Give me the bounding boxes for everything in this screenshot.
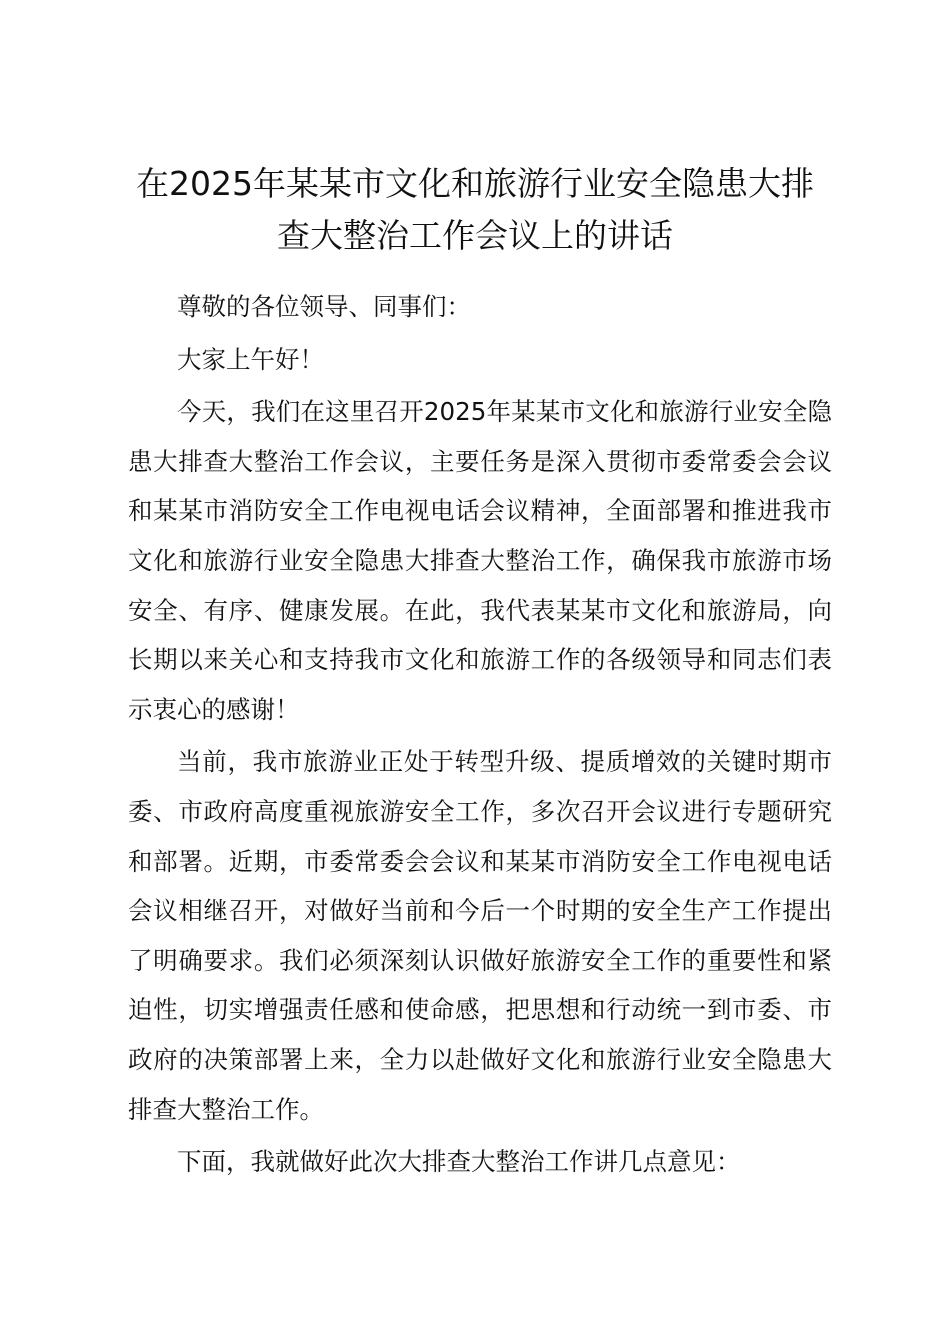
paragraph-transition: 下面，我就做好此次大排查大整治工作讲几点意见：	[177, 1147, 741, 1177]
document-title: 在2025年某某市文化和旅游行业安全隐患大排查大整治工作会议上的讲话	[136, 164, 814, 255]
document-body	[128, 282, 832, 1187]
paragraph-context: 当前，我市旅游业正处于转型升级、提质增效的关键时期市委、市政府高度重视旅游安全工作，多次召开会议进行专题研究和部署。近期，市委常委会会议和某某市消防安全工作电视电话会议相继召开，对做好当前和今后一个时期的安全生产工作提出了明确要求。我们必须深刻认识做好旅游安全工作的重要性和紧迫性，切实增强责任感和使命感，把思想和行动统一到市委、市政府的决策部署上来，全力以赴做好文化和旅游行业安全隐患大排查大整治工作。	[128, 747, 832, 1124]
paragraph-intro: 今天，我们在这里召开2025年某某市文化和旅游行业安全隐患大排查大整治工作会议，主要任务是深入贯彻市委常委会会议和某某市消防安全工作电视电话会议精神，全面部署和推进我市文化和旅游行业安全隐患大排查大整治工作，确保我市旅游市场安全、有序、健康发展。在此，我代表某某市文化和旅游局，向长期以来关心和支持我市文化和旅游工作的各级领导和同志们表示衷心的感谢！	[128, 397, 832, 724]
greeting: 大家上午好！	[177, 344, 324, 374]
salutation: 尊敬的各位领导、同事们：	[177, 292, 471, 321]
